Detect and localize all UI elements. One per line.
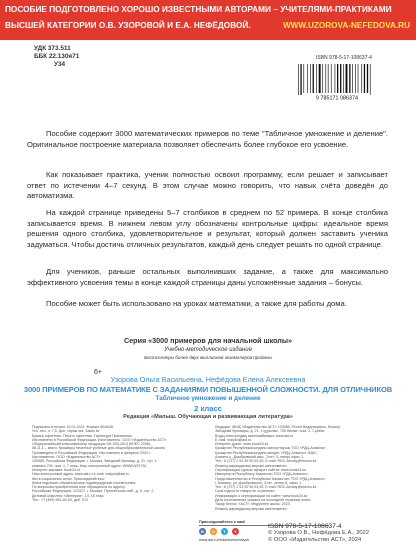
edition-note: Бестселлеры более двух миллионов экземпляров проданы (144, 355, 272, 360)
imprint-left-line: Интернет-магазин: book24.ru (32, 467, 81, 472)
imprint-left-line: Общероссийский классификатор продукции ОК-034-2014 (КПЕС 2008); (32, 442, 151, 447)
imprint-right-line: Информация о сертификации на сайте: www.book24.kz (215, 493, 308, 498)
barcode-bar (310, 64, 311, 93)
bbk-code: ББК 22.130я71 (34, 53, 80, 60)
barcode-bar (343, 64, 344, 93)
description-text (27, 129, 388, 150)
imprint-left-line: Изготовлено в Российской Федерации. Изготовитель: ООО «Издательство АСТ». (32, 437, 168, 442)
book-title: 3000 ПРИМЕРОВ ПО МАТЕМАТИКЕ С ЗАДАНИЯМИ ПОВЫШЕННОЙ СЛОЖНОСТИ. ДЛЯ ОТЛИЧНИКОВ (23, 385, 393, 394)
imprint-right-line: г. Алматы, ул. Домбровского, 3«а», литер Б, офис 1. (215, 480, 303, 485)
imprint-right-line: Сертификация туралы ақпарат сайтта: www.book24.kz (215, 467, 307, 472)
banner-line-1: ПОСОБИЕ ПОДГОТОВЛЕНО ХОРОШО ИЗВЕСТНЫМИ АВТОРАМИ – УЧИТЕЛЯМИ-ПРАКТИКАМИ (5, 5, 392, 14)
imprint-left-line: Усл. печ. л. 7,5. Доп. тираж экз. Заказ № (32, 429, 100, 434)
publisher-site-link[interactable]: www.ast.ru/redactions/malysh (199, 538, 250, 542)
imprint-right-line: Алматы қ., Домбровский көш., 3«а», Б литері офис 1. (215, 455, 304, 460)
barcode-bar (335, 64, 336, 93)
barcode-bar (349, 64, 350, 93)
description-paragraph-2: Как показывает практика, ученик полностью освоил программу, если решает и записывает ответ по истечении 4–7 секунд. В этом случае можно говорить, что навык счёта доведён до автоматизма. (27, 170, 388, 201)
imprint-left-line: Книга подлежит обязательному подтверждению соответствия (32, 480, 136, 485)
imprint-details-left (32, 425, 206, 517)
barcode-bar (331, 64, 332, 93)
classification-codes (34, 45, 79, 69)
imprint-right-line: Тауар белгісі: «АСТ». Өндірілген жылы: 2024 (215, 502, 290, 507)
imprint-right-line: Өнімнің жарамдылық мерзімі шектелмеген. (215, 463, 288, 468)
barcode-bar (300, 64, 301, 95)
description-text-4 (27, 267, 388, 288)
imprint-left-line: Наш электронный адрес: www.ast.ru e-mail: malysh@ast.ru (32, 472, 130, 477)
imprint-right-line: Тел.: 8 (727) 2 51 59 90,91,92; E-mail: RDC-Almaty@eksmo.kz (215, 459, 317, 464)
imprint-left-line: Российская Федерация, 123317, г. Москва, Пресненская наб., д. 6, стр. 2, (32, 489, 155, 494)
grade-level: 2 класс (194, 404, 222, 413)
barcode-bar (337, 64, 338, 93)
imprint-right-line: Срок годности товара не ограничен. (215, 489, 276, 494)
barcode-bar (346, 64, 348, 93)
barcode-bar (364, 64, 365, 93)
imprint-left-line: Произведено в Российской Федерации. Изготовлено в феврале 2024 г. (32, 450, 151, 455)
imprint-right-line: Өндіруші: ЖШҚ «Издательство АСТ» 129085, Ресей Федерациясы, Мәскеу, (215, 425, 341, 429)
ok-icon[interactable]: О (211, 529, 216, 534)
barcode-isbn-label: ISBN 978-5-17-108637-4 (316, 55, 372, 61)
imprint-right-line: Представительство в Республике Казахстан: ТОО «РДЦ-Алматы», (215, 476, 327, 481)
imprint-right-line: Импортер в Республику Казахстан ТОО «РДЦ-Алматы». (215, 472, 309, 477)
imprint-right-line: Дата изготовления указана на последней странице книги. (215, 498, 312, 503)
imprint-right-line: E-mail: malysh@ast.ru (215, 437, 252, 442)
barcode-bar (316, 64, 317, 93)
barcode-bar (340, 64, 341, 93)
description-paragraph-4: Для учеников, раньше остальных выполнивших задание, а также для максимально эффективного усвоения темы в конце каждой страницы даны усложнённые задания – бонусы. (27, 267, 388, 287)
imprint-left-line: 58.11.1 – книги, брошюры печатные учебные для общеобразовательной школы (32, 446, 165, 451)
imprint-left-line: Подписано в печать 10.01.2024. Формат 60х84/8. (32, 425, 114, 429)
age-rating: 6+ (94, 369, 102, 376)
join-us-label: Присоединяйтесь к нам! (199, 520, 329, 526)
barcode-digits: 9 785171 086374 (316, 95, 358, 101)
imprint-left-line: Мы в социальных сетях. Присоединяйтесь! (32, 476, 105, 481)
barcode-bar (325, 64, 326, 93)
imprint-right-line: Қазақстан Республикасындағы өкілдігі: «РДЦ-Алматы» ЖШС, (215, 450, 318, 455)
imprint-right-line: Тел.: 8 (727) 2 51 59 90,91,92; E-mail: RDC-Almaty@eksmo.kz (215, 485, 317, 490)
description-paragraph-5: Пособие может быть использовано на уроках математики, а также для работы дома. (46, 299, 347, 308)
publisher-redaction: Редакция «Малыш. Обучающая и развивающая литература» (123, 414, 293, 420)
barcode (294, 63, 380, 101)
banner-website-link[interactable]: WWW.UZOROVA-NEFEDOVA.RU (282, 21, 410, 30)
copyright-authors: © Узорова О.В., Нефёдова Е.А., 2022 (268, 530, 370, 537)
imprint-right-line: Звёздный бульвары, д. 21, 1 құрылыс, 705 бөлме, пом. 1, 7-қабат. (215, 429, 325, 434)
description-text-3 (27, 208, 388, 250)
barcode-bar (370, 64, 371, 95)
barcode-bar (298, 64, 299, 95)
imprint-right-line: Интернет-дүкен: www.book24.kz (215, 442, 269, 447)
authors-banner (0, 0, 416, 40)
imprint-right-line: Біздің электрондық мекенжайымыз: www.ast.ru (215, 433, 294, 438)
barcode-bar (367, 64, 368, 93)
barcode-bar (307, 64, 308, 93)
udk-code: УДК 373.511 (34, 45, 71, 52)
barcode-bar (328, 64, 329, 93)
description-paragraph-1: Пособие содержит 3000 математических примеров по теме "Табличное умножение и деление". Оригинальное построение материала позволяет обеспечить более глубокое его усвоение. (27, 129, 388, 149)
edition-type: Учебно-методическое издание (164, 347, 252, 353)
imprint-left-line: комната 705, пом. 1, 7 этаж. Наш электронный адрес: WWW.AST.RU (32, 463, 147, 468)
isbn-number: ISBN 978-5-17-108637-4 (268, 523, 342, 530)
book-subtitle: Табличное умножение и деление (155, 395, 261, 402)
barcode-bar (313, 64, 314, 93)
youtube-icon[interactable]: Y (232, 528, 239, 535)
banner-line-2: ВЫСШЕЙ КАТЕГОРИИ О.В. УЗОРОВОЙ И Е.А. НЕФЁДОВОЙ. (5, 21, 251, 30)
telegram-icon[interactable]: Т (221, 528, 228, 535)
description-paragraph-3: На каждой странице приведены 5–7 столбиков в среднем по 52 примера. В конце столбика записывается время. В нижнем левом углу обозначены контрольные цифры: идеальное время решения одного столбика, удовлетворительное и результат, который должен заставить ученика задуматься. Чтобы достичь отличных результатов, каждый день следует решать по одной странице. (27, 208, 388, 249)
isbn-copyright-block (268, 523, 369, 544)
barcode-bar (361, 64, 362, 93)
imprint-right-line: Өнімнің жарамдылық мерзімі шектелмеген. (215, 506, 288, 511)
imprint-left-line: По вопросам приобретения книг обращаться по адресу: (32, 485, 126, 490)
barcode-bar (322, 64, 323, 93)
imprint-left-line: 129085, Российская Федерация, г. Москва, Звёздный бульвар, д. 21, стр. 1, (32, 459, 158, 464)
barcode-bar (319, 64, 321, 93)
imprint-left-line: Изготовитель: ООО «Издательство АСТ» (32, 455, 101, 460)
imprint-left-line: Бумага офсетная. Печать офсетная. Гарнитура Прагматика. (32, 433, 133, 438)
imprint-details-right (215, 425, 393, 521)
series-name: Серия «3000 примеров для начальной школы» (123, 336, 293, 345)
description-text-5 (27, 299, 388, 310)
author-mark: У34 (54, 61, 66, 68)
barcode-bar (358, 64, 359, 93)
barcode-bar (352, 64, 353, 93)
book-authors: Узорова Ольга Васильевна, Нефёдова Елена Алексеевна (110, 375, 306, 384)
barcode-bar (303, 64, 304, 93)
copyright-publisher: © ООО «Издательство АСТ», 2024 (268, 537, 362, 544)
barcode-bar (355, 64, 356, 93)
imprint-left-line: Тел.: +7 (499) 951-60-00, доб. 574 (32, 498, 88, 503)
description-text-2 (27, 170, 388, 202)
imprint-right-line: Қазақстан Республикасындағы импорттаушы ТОО «РДЦ-Алматы». (215, 446, 327, 451)
vk-icon[interactable]: В (199, 528, 206, 535)
imprint-left-line: Деловой комплекс «Империя», 14, 15 этаж (32, 493, 104, 498)
